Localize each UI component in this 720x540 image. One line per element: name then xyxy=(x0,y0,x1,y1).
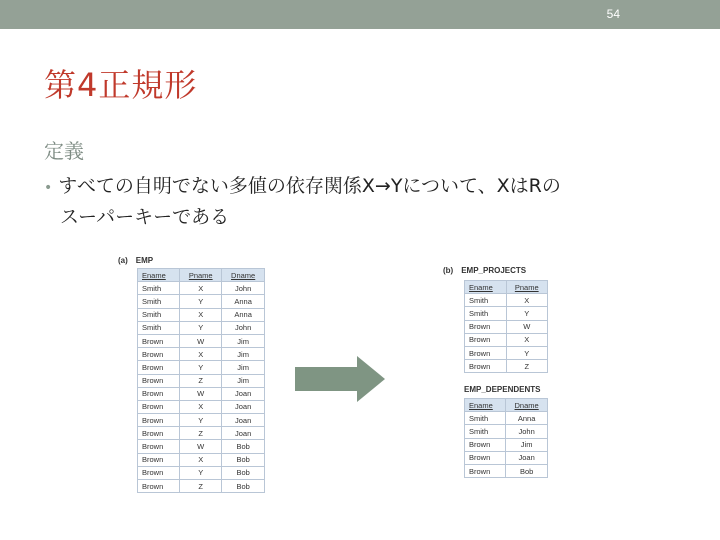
column-header: Ename xyxy=(138,269,180,282)
emp-dependents-body xyxy=(465,412,548,478)
table-cell: Smith xyxy=(138,308,180,321)
table-row xyxy=(138,427,265,440)
table-cell: Joan xyxy=(222,387,265,400)
table-cell: Bob xyxy=(222,466,265,479)
table-cell: Jim xyxy=(222,348,265,361)
bullet-text-line1: すべての自明でない多値の依存関係X→Yについて、XはRの xyxy=(58,175,561,197)
emp-table xyxy=(137,268,265,493)
table-cell: Y xyxy=(180,414,222,427)
page-number: 54 xyxy=(606,7,620,21)
table-row xyxy=(138,453,265,466)
table-row xyxy=(138,414,265,427)
table-cell: Z xyxy=(180,480,222,493)
table-cell: Jim xyxy=(222,361,265,374)
slide-title: 第4正規形 xyxy=(44,66,198,104)
table-row xyxy=(138,308,265,321)
emp-body xyxy=(138,282,265,493)
table-cell: Brown xyxy=(465,451,506,464)
column-header: Ename xyxy=(465,281,507,294)
table-cell: Anna xyxy=(222,295,265,308)
table-cell: John xyxy=(506,425,548,438)
table-cell: Brown xyxy=(465,438,506,451)
table-cell: W xyxy=(180,387,222,400)
table-cell: Bob xyxy=(222,453,265,466)
table-cell: X xyxy=(180,453,222,466)
table-cell: Joan xyxy=(506,451,548,464)
table-row xyxy=(138,374,265,387)
table-cell: Y xyxy=(180,321,222,334)
table-row xyxy=(138,348,265,361)
emp-projects-caption xyxy=(443,266,526,275)
table-cell: Y xyxy=(506,307,548,320)
table-row xyxy=(465,464,548,477)
column-header: Pname xyxy=(506,281,548,294)
table-cell: Z xyxy=(180,374,222,387)
table-cell: Joan xyxy=(222,427,265,440)
table-cell: Brown xyxy=(138,440,180,453)
table-cell: Smith xyxy=(465,425,506,438)
table-cell: Brown xyxy=(138,453,180,466)
table-row xyxy=(138,334,265,347)
table-row xyxy=(138,387,265,400)
table-cell: X xyxy=(180,348,222,361)
table-cell: Jim xyxy=(506,438,548,451)
table-row xyxy=(465,320,548,333)
table-cell: Anna xyxy=(222,308,265,321)
table-cell: Brown xyxy=(465,333,507,346)
emp-projects-header-row xyxy=(465,281,548,294)
table-cell: Brown xyxy=(138,387,180,400)
table-cell: Smith xyxy=(465,294,507,307)
definition-bullet xyxy=(44,172,684,232)
table-cell: Brown xyxy=(465,346,507,359)
emp-caption-name: EMP xyxy=(135,256,154,265)
table-cell: Brown xyxy=(138,480,180,493)
emp-header-row xyxy=(138,269,265,282)
table-row xyxy=(465,307,548,320)
table-row xyxy=(138,295,265,308)
table-row xyxy=(465,360,548,373)
definition-heading: 定義 xyxy=(44,139,84,163)
table-cell: Smith xyxy=(465,307,507,320)
table-cell: Brown xyxy=(465,464,506,477)
table-cell: Brown xyxy=(465,320,507,333)
emp-dependents-caption xyxy=(464,385,540,394)
table-cell: Brown xyxy=(138,414,180,427)
table-row xyxy=(138,466,265,479)
emp-caption xyxy=(118,256,153,265)
table-cell: Jim xyxy=(222,334,265,347)
table-row xyxy=(138,480,265,493)
table-row xyxy=(138,361,265,374)
emp-caption-label: (a) xyxy=(118,256,128,265)
table-cell: Brown xyxy=(138,348,180,361)
table-row xyxy=(465,333,548,346)
table-row xyxy=(138,282,265,295)
table-cell: X xyxy=(506,333,548,346)
table-cell: Y xyxy=(180,295,222,308)
table-cell: Anna xyxy=(506,412,548,425)
table-row xyxy=(465,346,548,359)
bullet-icon: • xyxy=(44,180,53,196)
table-row xyxy=(138,321,265,334)
emp-dependents-caption-name: EMP_DEPENDENTS xyxy=(464,385,541,394)
table-cell: W xyxy=(506,320,548,333)
table-row xyxy=(465,294,548,307)
emp-projects-table xyxy=(464,280,548,373)
table-cell: Y xyxy=(506,346,548,359)
column-header: Pname xyxy=(180,269,222,282)
table-cell: Joan xyxy=(222,414,265,427)
table-cell: Smith xyxy=(138,295,180,308)
emp-projects-caption-name: EMP_PROJECTS xyxy=(461,266,527,275)
table-row xyxy=(465,438,548,451)
table-cell: Joan xyxy=(222,400,265,413)
table-cell: X xyxy=(180,282,222,295)
table-cell: Brown xyxy=(138,427,180,440)
table-cell: Jim xyxy=(222,374,265,387)
table-row xyxy=(465,425,548,438)
table-row xyxy=(465,451,548,464)
column-header: Ename xyxy=(465,399,506,412)
table-cell: Brown xyxy=(138,466,180,479)
right-arrow-icon xyxy=(295,356,385,402)
table-cell: Brown xyxy=(138,400,180,413)
table-cell: Bob xyxy=(222,480,265,493)
emp-projects-caption-label: (b) xyxy=(443,266,454,275)
table-cell: John xyxy=(222,282,265,295)
table-row xyxy=(138,400,265,413)
table-cell: John xyxy=(222,321,265,334)
table-cell: X xyxy=(180,400,222,413)
table-cell: Brown xyxy=(138,334,180,347)
column-header: Dname xyxy=(506,399,548,412)
table-cell: X xyxy=(506,294,548,307)
table-cell: Y xyxy=(180,466,222,479)
table-cell: Z xyxy=(180,427,222,440)
table-row xyxy=(138,440,265,453)
table-cell: Brown xyxy=(138,374,180,387)
table-cell: Brown xyxy=(465,360,507,373)
table-cell: Y xyxy=(180,361,222,374)
table-cell: Bob xyxy=(222,440,265,453)
top-bar xyxy=(0,0,720,29)
table-cell: Smith xyxy=(138,321,180,334)
emp-dependents-header-row xyxy=(465,399,548,412)
emp-dependents-table xyxy=(464,398,548,478)
emp-projects-body xyxy=(465,294,548,373)
table-cell: W xyxy=(180,440,222,453)
bullet-text-line2: スーパーキーである xyxy=(60,206,230,228)
table-cell: X xyxy=(180,308,222,321)
table-cell: Bob xyxy=(506,464,548,477)
column-header: Dname xyxy=(222,269,265,282)
table-cell: Brown xyxy=(138,361,180,374)
table-cell: Smith xyxy=(138,282,180,295)
table-row xyxy=(465,412,548,425)
table-cell: W xyxy=(180,334,222,347)
table-cell: Smith xyxy=(465,412,506,425)
table-cell: Z xyxy=(506,360,548,373)
